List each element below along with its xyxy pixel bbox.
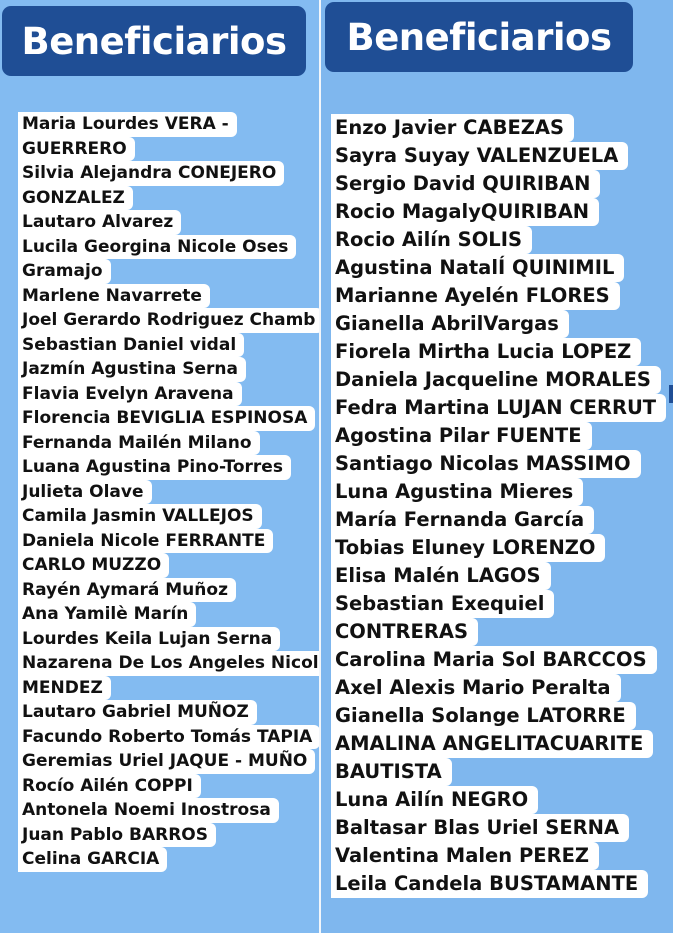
beneficiary-item [331,282,673,310]
beneficiary-name: Lourdes Keila Lujan Serna [18,627,280,652]
beneficiary-item [18,137,320,162]
beneficiary-name: Gramajo [18,259,111,284]
beneficiary-name: Joel Gerardo Rodriguez Chamb [18,308,320,333]
edge-mark [669,385,673,403]
beneficiary-name: Daniela Nicole FERRANTE [18,529,273,554]
right-title: Beneficiarios [325,2,633,72]
beneficiary-item [18,431,320,456]
beneficiary-item [18,700,320,725]
beneficiary-item [18,308,320,333]
beneficiary-item [331,870,673,898]
beneficiary-name: Lautaro Gabriel MUÑOZ [18,700,257,725]
beneficiary-name: Valentina Malen PEREZ [331,842,599,870]
beneficiary-name: Jazmín Agustina Serna [18,357,246,382]
beneficiary-item [331,198,673,226]
beneficiary-item [18,529,320,554]
beneficiary-name: Sergio David QUIRIBAN [331,170,600,198]
beneficiary-name: Santiago Nicolas MASSIMO [331,450,641,478]
right-beneficiary-list [331,114,673,898]
beneficiary-name: GONZALEZ [18,186,133,211]
beneficiary-name: GUERRERO [18,137,135,162]
beneficiary-item [331,814,673,842]
beneficiary-name: Fedra Martina LUJAN CERRUT [331,394,666,422]
beneficiary-name: Baltasar Blas Uriel SERNA [331,814,629,842]
beneficiary-item [18,774,320,799]
beneficiary-name: Leila Candela BUSTAMANTE [331,870,648,898]
beneficiary-item [18,651,320,676]
beneficiary-name: Fiorela Mirtha Lucia LOPEZ [331,338,641,366]
beneficiary-name: Daniela Jacqueline MORALES [331,366,661,394]
beneficiary-name: Rocio Ailín SOLIS [331,226,532,254]
beneficiary-name: Agustina NatalÍ QUINIMIL [331,254,624,282]
beneficiary-item [18,357,320,382]
beneficiary-item [18,480,320,505]
beneficiary-name: Lautaro Alvarez [18,210,181,235]
beneficiary-name: Sebastian Daniel vidal [18,333,244,358]
beneficiary-name: Enzo Javier CABEZAS [331,114,574,142]
beneficiary-item [18,284,320,309]
beneficiary-item [18,210,320,235]
beneficiary-item [18,725,320,750]
beneficiary-name: AMALINA ANGELITACUARITE [331,730,653,758]
beneficiary-item [18,602,320,627]
beneficiary-item [331,562,673,590]
beneficiary-item [331,142,673,170]
beneficiary-name: Gianella Solange LATORRE [331,702,636,730]
beneficiary-name: Juan Pablo BARROS [18,823,216,848]
beneficiary-item [18,676,320,701]
beneficiary-item [331,702,673,730]
beneficiary-item [18,382,320,407]
beneficiary-name: Maria Lourdes VERA - [18,112,237,137]
beneficiary-item [18,161,320,186]
beneficiary-name: Carolina Maria Sol BARCCOS [331,646,657,674]
beneficiary-name: Sayra Suyay VALENZUELA [331,142,628,170]
beneficiary-name: MENDEZ [18,676,111,701]
beneficiary-item [331,310,673,338]
beneficiary-item [18,627,320,652]
beneficiary-name: BAUTISTA [331,758,452,786]
beneficiary-item [18,455,320,480]
beneficiary-item [331,226,673,254]
right-column [321,0,673,933]
beneficiary-name: María Fernanda García [331,506,594,534]
beneficiary-name: Gianella AbrilVargas [331,310,569,338]
beneficiary-item [331,478,673,506]
beneficiary-name: Camila Jasmin VALLEJOS [18,504,262,529]
beneficiary-item [331,590,673,618]
beneficiary-name: CARLO MUZZO [18,553,169,578]
beneficiary-name: Luna Agustina Mieres [331,478,583,506]
beneficiary-item [18,112,320,137]
left-column [0,0,320,933]
beneficiary-name: Florencia BEVIGLIA ESPINOSA [18,406,315,431]
beneficiary-item [331,338,673,366]
beneficiary-item [18,186,320,211]
beneficiary-item [331,506,673,534]
beneficiary-name: Celina GARCIA [18,847,167,872]
beneficiary-name: Julieta Olave [18,480,152,505]
beneficiary-name: Antonela Noemi Inostrosa [18,798,279,823]
beneficiary-name: CONTRERAS [331,618,478,646]
beneficiary-item [331,842,673,870]
beneficiary-item [331,646,673,674]
left-beneficiary-list [18,112,320,872]
beneficiary-item [18,749,320,774]
beneficiary-item [331,254,673,282]
beneficiary-name: Elisa Malén LAGOS [331,562,551,590]
beneficiary-name: Silvia Alejandra CONEJERO [18,161,284,186]
beneficiary-name: Marlene Navarrete [18,284,210,309]
beneficiary-item [18,578,320,603]
beneficiary-item [331,786,673,814]
beneficiary-item [331,450,673,478]
beneficiary-item [18,798,320,823]
beneficiary-name: Flavia Evelyn Aravena [18,382,242,407]
beneficiary-item [18,259,320,284]
beneficiary-name: Geremias Uriel JAQUE - MUÑO [18,749,315,774]
beneficiary-item [18,504,320,529]
beneficiary-name: Tobias Eluney LORENZO [331,534,605,562]
beneficiary-item [331,366,673,394]
beneficiary-name: Rayén Aymará Muñoz [18,578,236,603]
beneficiary-item [18,406,320,431]
beneficiary-name: Luna Ailín NEGRO [331,786,538,814]
beneficiary-item [331,170,673,198]
beneficiary-item [331,674,673,702]
beneficiary-name: Sebastian Exequiel [331,590,554,618]
beneficiary-name: Agostina Pilar FUENTE [331,422,592,450]
beneficiary-name: Rocío Ailén COPPI [18,774,201,799]
beneficiary-item [18,333,320,358]
beneficiary-name: Nazarena De Los Angeles Nicol [18,651,320,676]
beneficiary-name: Axel Alexis Mario Peralta [331,674,621,702]
beneficiary-item [331,394,673,422]
left-title: Beneficiarios [2,6,306,76]
beneficiary-name: Fernanda Mailén Milano [18,431,260,456]
beneficiary-item [18,235,320,260]
beneficiary-name: Lucila Georgina Nicole Oses [18,235,296,260]
beneficiary-item [331,422,673,450]
beneficiary-item [18,553,320,578]
beneficiary-name: Facundo Roberto Tomás TAPIA [18,725,320,750]
beneficiary-name: Ana Yamilè Marín [18,602,196,627]
beneficiary-item [18,823,320,848]
beneficiary-item [331,618,673,646]
beneficiary-item [331,730,673,758]
beneficiary-name: Marianne Ayelén FLORES [331,282,620,310]
beneficiary-item [331,758,673,786]
beneficiary-item [331,114,673,142]
beneficiary-item [18,847,320,872]
beneficiary-name: Luana Agustina Pino-Torres [18,455,291,480]
beneficiary-name: Rocio MagalyQUIRIBAN [331,198,599,226]
beneficiary-item [331,534,673,562]
